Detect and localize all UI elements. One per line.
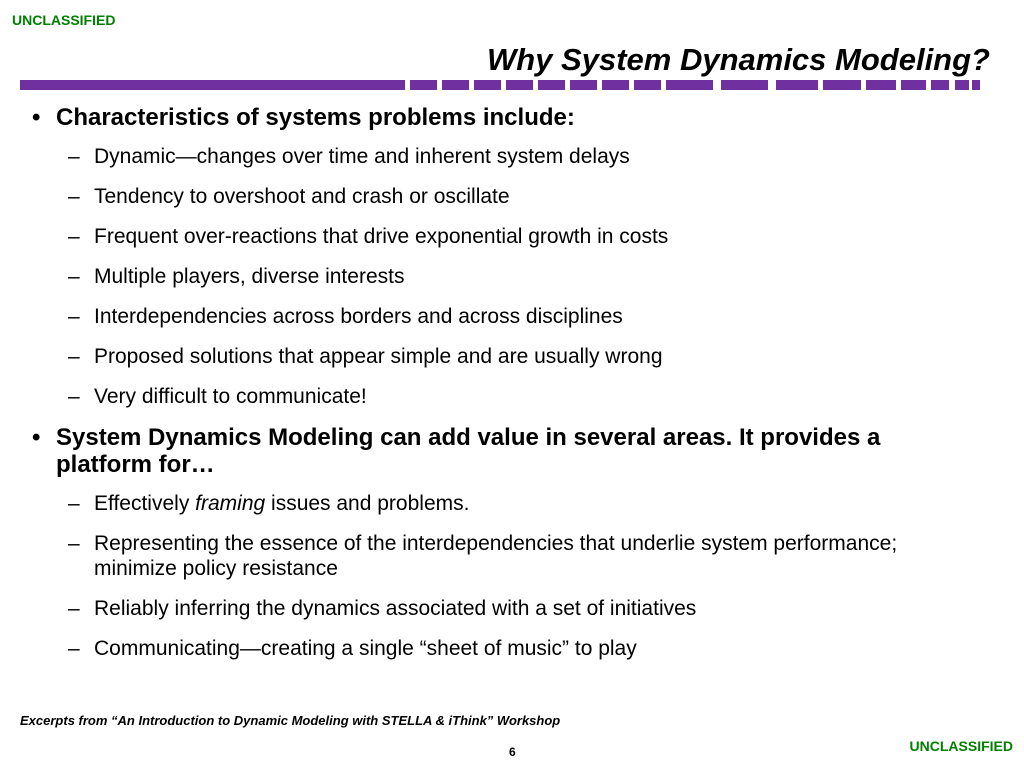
bullet-text: Characteristics of systems problems include: bbox=[56, 104, 575, 131]
sub-item-text: Communicating—creating a single “sheet of music” to play bbox=[94, 637, 637, 660]
bar-segment bbox=[634, 80, 661, 90]
sub-item-text: Interdependencies across borders and across disciplines bbox=[94, 305, 623, 328]
bullet-value bbox=[32, 424, 972, 478]
bar-segment bbox=[823, 80, 861, 90]
dash: – bbox=[68, 265, 80, 288]
bar-segment bbox=[972, 80, 980, 90]
sub-item-text-post: issues and problems. bbox=[265, 492, 470, 515]
bar-segment bbox=[776, 80, 818, 90]
slide-body bbox=[32, 102, 972, 676]
bullet-text: System Dynamics Modeling can add value in several areas. It provides a platform for… bbox=[56, 424, 881, 478]
sub-item bbox=[32, 491, 972, 516]
bar-segment bbox=[20, 80, 405, 90]
sub-item bbox=[32, 636, 972, 661]
bullet-characteristics bbox=[32, 104, 972, 131]
dash: – bbox=[68, 185, 80, 208]
sub-item bbox=[32, 264, 972, 289]
bar-segment bbox=[538, 80, 565, 90]
dash: – bbox=[68, 345, 80, 368]
sub-item bbox=[32, 596, 972, 621]
bar-segment bbox=[602, 80, 629, 90]
sub-item-text: Dynamic—changes over time and inherent system delays bbox=[94, 145, 630, 168]
classification-banner-top: UNCLASSIFIED bbox=[12, 12, 116, 28]
slide-title: Why System Dynamics Modeling? bbox=[487, 42, 990, 77]
sub-item bbox=[32, 184, 972, 209]
dash: – bbox=[68, 597, 80, 620]
sub-item bbox=[32, 304, 972, 329]
dash: – bbox=[68, 305, 80, 328]
dash: – bbox=[68, 532, 80, 555]
bar-segment bbox=[666, 80, 713, 90]
dash: – bbox=[68, 225, 80, 248]
sub-item-text: Very difficult to communicate! bbox=[94, 385, 367, 408]
bar-segment bbox=[506, 80, 533, 90]
sub-item-text: Tendency to overshoot and crash or oscillate bbox=[94, 185, 510, 208]
bar-segment bbox=[570, 80, 597, 90]
dash: – bbox=[68, 385, 80, 408]
sub-item bbox=[32, 531, 972, 581]
classification-banner-bottom: UNCLASSIFIED bbox=[909, 738, 1013, 754]
bullet-dot: • bbox=[32, 104, 41, 131]
sub-item-text-pre: Effectively bbox=[94, 492, 196, 515]
sub-item-text: Reliably inferring the dynamics associated with a set of initiatives bbox=[94, 597, 697, 620]
sub-item bbox=[32, 224, 972, 249]
bar-segment bbox=[955, 80, 969, 90]
dash: – bbox=[68, 145, 80, 168]
sub-item bbox=[32, 144, 972, 169]
sub-item bbox=[32, 344, 972, 369]
footer-source: Excerpts from “An Introduction to Dynamic Modeling with STELLA & iThink” Workshop bbox=[20, 713, 561, 728]
dash: – bbox=[68, 492, 80, 515]
bar-segment bbox=[442, 80, 469, 90]
bar-segment bbox=[410, 80, 437, 90]
bar-segment bbox=[474, 80, 501, 90]
sub-item-text: Proposed solutions that appear simple and are usually wrong bbox=[94, 345, 663, 368]
bar-segment bbox=[866, 80, 896, 90]
sub-item-text: Representing the essence of the interdependencies that underlie system performance; minimize policy resistance bbox=[94, 532, 898, 580]
sub-item-text: Multiple players, diverse interests bbox=[94, 265, 405, 288]
sub-item bbox=[32, 384, 972, 409]
sub-item-text: Frequent over-reactions that drive exponential growth in costs bbox=[94, 225, 669, 248]
bar-segment bbox=[901, 80, 926, 90]
sub-item-emphasis: framing bbox=[195, 492, 266, 515]
bar-segment bbox=[721, 80, 768, 90]
bar-segment bbox=[931, 80, 949, 90]
page-number: 6 bbox=[509, 745, 516, 759]
bullet-dot: • bbox=[32, 424, 41, 451]
dash: – bbox=[68, 637, 80, 660]
